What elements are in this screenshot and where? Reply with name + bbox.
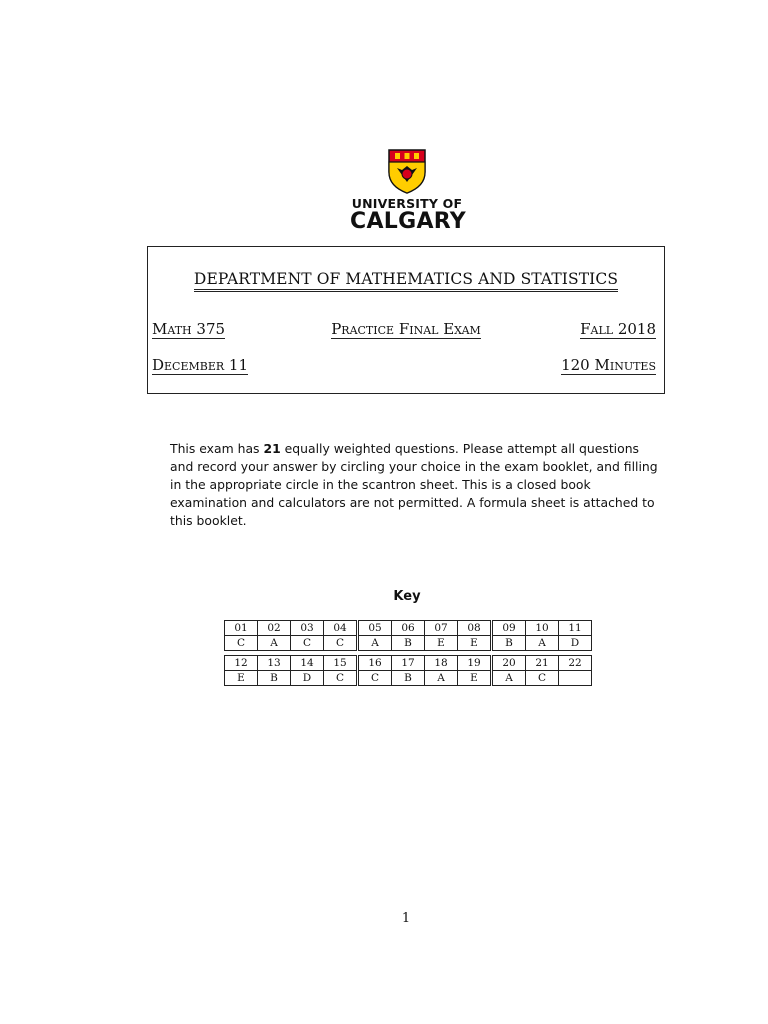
question-number: 12 [225,656,258,671]
answer-cell: E [225,671,258,686]
answer-cell: A [258,636,291,651]
question-number: 09 [492,621,526,636]
crest-icon [387,148,427,194]
question-number: 19 [458,656,492,671]
answer-cell: B [492,636,526,651]
question-number: 14 [291,656,324,671]
answer-key-row2 [224,655,592,686]
question-number: 16 [358,656,392,671]
page-number: 1 [401,911,411,926]
answer-cell: B [258,671,291,686]
answer-cell: A [492,671,526,686]
question-number: 15 [324,656,358,671]
answer-cell: C [324,636,358,651]
question-number: 21 [526,656,559,671]
answer-cell [559,671,592,686]
answer-cell: C [526,671,559,686]
answers-row [225,671,592,686]
question-number: 08 [458,621,492,636]
exam-date: December 11 [152,356,249,374]
question-number: 20 [492,656,526,671]
question-number: 05 [358,621,392,636]
answers-row [225,636,592,651]
answer-cell: A [358,636,392,651]
answer-cell: A [526,636,559,651]
question-number: 13 [258,656,291,671]
answer-cell: D [559,636,592,651]
question-number: 11 [559,621,592,636]
answer-cell: C [324,671,358,686]
exam-header-box [147,246,665,394]
exam-term: Fall 2018 [580,320,656,338]
question-numbers-row [225,621,592,636]
exam-duration: 120 Minutes [561,356,656,374]
university-logo [350,148,467,234]
answer-key-row1 [224,620,592,651]
key-title: Key [393,589,421,604]
question-number: 02 [258,621,291,636]
question-numbers-row [225,656,592,671]
answer-cell: C [358,671,392,686]
question-number: 22 [559,656,592,671]
question-number: 07 [425,621,458,636]
exam-instructions: This exam has 21 equally weighted questions. Please attempt all questions and record your answer by circling your choice in the exam booklet, and filling in the appropriate circle in the scantron sheet. This is a closed book examination and calculators are not permitted. A formula sheet is attached to this booklet. [170,441,658,528]
logo-text-line1: UNIVERSITY OF [351,196,463,211]
answer-cell: E [458,671,492,686]
question-count: 21 [263,441,281,456]
answer-cell: E [425,636,458,651]
question-number: 03 [291,621,324,636]
answer-cell: C [291,636,324,651]
answer-cell: B [392,671,425,686]
course-name: Math 375 [152,320,226,338]
answer-cell: A [425,671,458,686]
answer-cell: D [291,671,324,686]
department-title: DEPARTMENT OF MATHEMATICS AND STATISTICS [148,269,664,288]
exam-type: Practice Final Exam [331,320,481,338]
answer-cell: B [392,636,425,651]
answer-cell: E [458,636,492,651]
question-number: 17 [392,656,425,671]
question-number: 18 [425,656,458,671]
logo-text-line2: CALGARY [350,209,467,234]
question-number: 04 [324,621,358,636]
question-number: 10 [526,621,559,636]
answer-cell: C [225,636,258,651]
question-number: 01 [225,621,258,636]
question-number: 06 [392,621,425,636]
